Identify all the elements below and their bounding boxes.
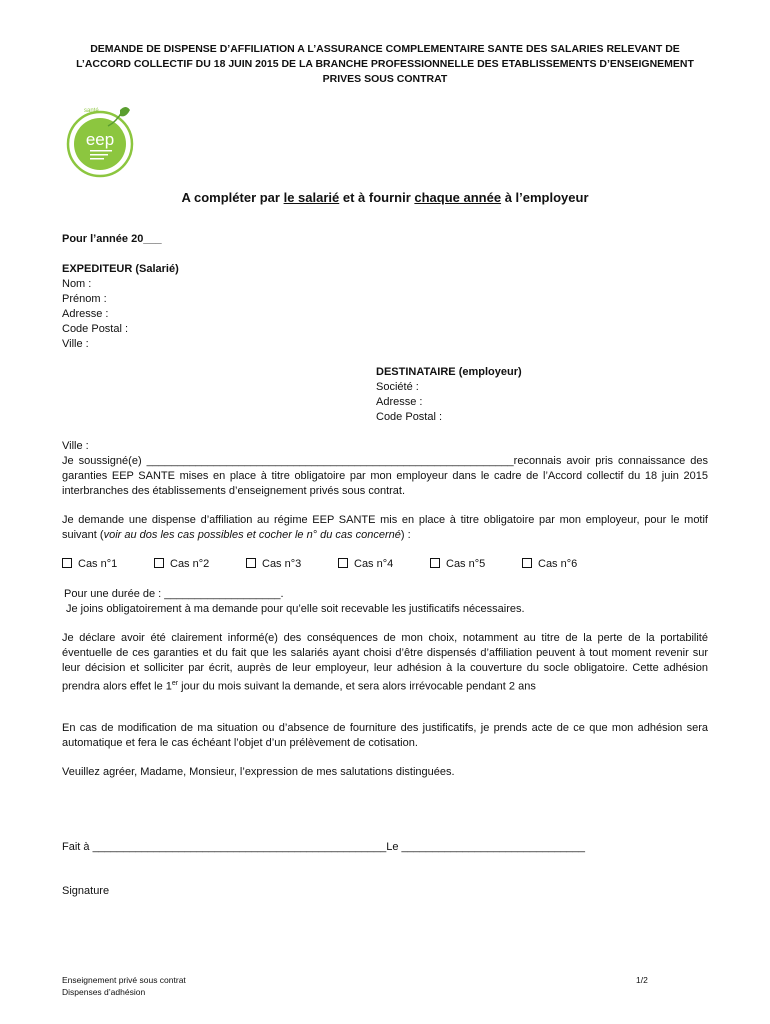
- eep-logo-icon: [62, 100, 142, 180]
- recipient-block: [376, 365, 522, 425]
- case-option-3[interactable]: Cas n°3: [246, 558, 301, 570]
- request-italic-note: voir au dos les cas possibles et cocher le n° du cas concerné: [103, 529, 401, 541]
- case-option-2[interactable]: Cas n°2: [154, 558, 209, 570]
- information-paragraph: [62, 631, 708, 695]
- declaration-paragraph: Je soussigné(e) ____________________________________________________________reconnais avoir pris connaissance des garanties EEP SANTE mises en place à titre obligatoire par mon employeur dans le cadre de l’Accord collectif du 18 juin 2015 interbranches des établissements d’enseignement privés sous contrat.: [62, 455, 708, 497]
- instruction-subtitle: [60, 190, 710, 205]
- sender-code-postal: Code Postal :: [62, 323, 129, 335]
- ville-line: Ville :: [62, 440, 89, 452]
- recipient-adresse: Adresse :: [376, 396, 423, 408]
- case-option-5[interactable]: Cas n°5: [430, 558, 485, 570]
- request-paragraph: [62, 513, 708, 543]
- title-line-1: DEMANDE DE DISPENSE D’AFFILIATION A L’ASSURANCE COMPLEMENTAIRE SANTE DES SALARIES RELEVANT DE: [90, 43, 680, 55]
- sender-adresse: Adresse :: [62, 308, 109, 320]
- salutations-line: Veuillez agréer, Madame, Monsieur, l’expression de mes salutations distinguées.: [62, 766, 455, 778]
- footer-line-2: Dispenses d’adhésion: [62, 987, 146, 997]
- recipient-code-postal: Code Postal :: [376, 411, 443, 423]
- subtitle-part-1: A compléter par: [181, 190, 284, 205]
- request-text: Je demande une dispense d’affiliation au régime EEP SANTE mis en place à titre obligatoire par mon employeur, pour le motif suivant (: [62, 514, 708, 541]
- checkbox-icon[interactable]: [522, 558, 532, 568]
- recipient-societe: Société :: [376, 381, 419, 393]
- subtitle-part-3: à l’employeur: [501, 190, 589, 205]
- information-text-end: jour du mois suivant la demande, et sera alors irrévocable pendant 2 ans: [178, 680, 536, 693]
- sender-nom: Nom :: [62, 278, 92, 290]
- checkbox-icon[interactable]: [338, 558, 348, 568]
- title-line-3: PRIVES SOUS CONTRAT: [322, 73, 448, 85]
- recipient-heading: DESTINATAIRE (employeur): [376, 366, 522, 378]
- footer-line-1: Enseignement privé sous contrat: [62, 975, 186, 985]
- subtitle-underlined-2: chaque année: [414, 190, 502, 205]
- eep-sante-logo: [62, 100, 142, 180]
- subtitle-underlined-1: le salarié: [283, 190, 340, 205]
- duration-line: Pour une durée de : ___________________.: [64, 588, 284, 600]
- sender-ville: Ville :: [62, 338, 89, 350]
- logo-arc-text: santé: [84, 108, 99, 114]
- attachments-line: Je joins obligatoirement à ma demande pour qu’elle soit recevable les justificatifs nécessaires.: [66, 603, 525, 615]
- place-date-line[interactable]: Fait à ________________________________________________Le ______________________________: [62, 841, 586, 853]
- request-text-end: ) :: [400, 529, 411, 541]
- sender-heading: EXPEDITEUR (Salarié): [62, 263, 179, 275]
- case-option-6[interactable]: Cas n°6: [522, 558, 577, 570]
- checkbox-icon[interactable]: [154, 558, 164, 568]
- footer-left: [62, 974, 186, 998]
- year-line: Pour l’année 20___: [62, 233, 162, 245]
- checkbox-icon[interactable]: [246, 558, 256, 568]
- case-option-1[interactable]: Cas n°1: [62, 558, 117, 570]
- sender-prenom: Prénom :: [62, 293, 107, 305]
- subtitle-part-2: et à fournir: [339, 190, 415, 205]
- signature-label: Signature: [62, 885, 110, 897]
- modification-paragraph: En cas de modification de ma situation ou d’absence de fourniture des justificatifs, je prends acte de ce que mon adhésion sera automatique et fera le cas échéant l’objet d’un prélèvement de cotisation.: [62, 722, 708, 749]
- page-number: 1/2: [636, 975, 648, 985]
- checkbox-icon[interactable]: [62, 558, 72, 568]
- case-option-4[interactable]: Cas n°4: [338, 558, 393, 570]
- document-title: [60, 42, 710, 87]
- checkbox-icon[interactable]: [430, 558, 440, 568]
- sender-block: [62, 262, 179, 352]
- superscript-er: er: [171, 680, 179, 687]
- logo-brand-text: eep: [85, 130, 115, 149]
- information-text: Je déclare avoir été clairement informé(e) des conséquences de mon choix, notamment au titre de la perte de la portabilité éventuelle de ces garanties et du fait que les salariés ayant choisi d’être dispensés d’affiliation peuvent à tout moment revenir sur leur décision et solliciter par écrit, auprès de leur employeur, leur adhésion à la couverture du socle obligatoire. Cette adhésion prendra alors effet le 1: [62, 632, 708, 693]
- title-line-2: L’ACCORD COLLECTIF DU 18 JUIN 2015 DE LA BRANCHE PROFESSIONNELLE DES ETABLISSEMENTS D’ENSEIGNEMENT: [76, 58, 694, 70]
